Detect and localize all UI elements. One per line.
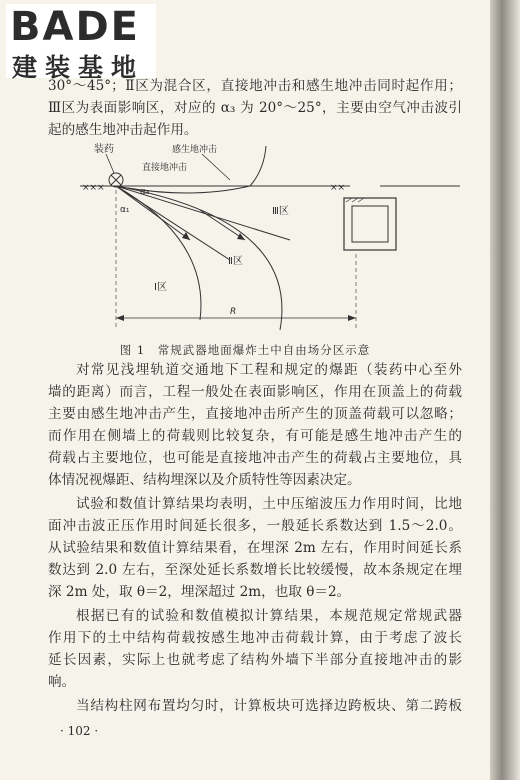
figure-caption: 图 1 常规武器地面爆炸土中自由场分区示意 — [119, 343, 371, 357]
text-line: 荷载占主要地位，也可能是直接地冲击产生的荷载占主要地位，具 — [48, 450, 462, 466]
logo-subtitle: 建装基地 — [12, 53, 145, 82]
text-line: 延长因素，实际上也就考虑了结构外墙下半部分直接地冲击的影 — [48, 652, 462, 668]
text-line: 起的感生地冲击起作用。 — [48, 122, 198, 138]
text-line: 数达到 2.0 左右，至深处延长系数增长比较缓慢，故本条规定在埋 — [48, 562, 462, 578]
zone-diagram — [80, 140, 460, 340]
label-r: R — [230, 307, 237, 317]
text-line: 作用下的土中结构荷载按感生地冲击荷载计算，由于考虑了波长 — [48, 630, 462, 646]
label-charge: 装药 — [94, 144, 114, 155]
ray-a1 — [116, 186, 230, 260]
ground-hatch: ×× — [330, 183, 346, 193]
text-line: 从试验结果和数值计算结果看，在埋深 2m 左右，作用时间延长系 — [48, 540, 462, 556]
arrow-induced — [200, 210, 245, 240]
book-spine-edge — [490, 0, 520, 780]
text-line: 而作用在侧墙上的荷载则比较复杂，有可能是感生地冲击产生的 — [48, 428, 462, 444]
text-line: 试验和数值计算结果均表明，土中压缩波压力作用时间，比地 — [76, 496, 462, 512]
zone-2-label: Ⅱ区 — [228, 256, 243, 267]
text-line: 响。 — [48, 674, 76, 690]
label-direct: 直接地冲击 — [142, 163, 188, 173]
label-alpha1: α₁ — [120, 205, 130, 215]
text-line: 当结构柱网布置均匀时，计算板块可选择边跨板块、第二跨板 — [76, 698, 462, 714]
text-line: 30°～45°；Ⅱ区为混合区，直接地冲击和感生地冲击同时起作用； — [48, 78, 462, 94]
label-alpha3: α₃ — [140, 187, 150, 197]
text-line: 根据已有的试验和数值模拟计算结果，本规范规定常规武器 — [76, 608, 462, 624]
label-induced: 感生地冲击 — [172, 145, 218, 155]
text-line: 体情况视爆距、结构埋深以及介质特性等因素决定。 — [48, 472, 361, 488]
text-line: 深 2m 处，取 θ＝2，埋深超过 2m，也取 θ＝2。 — [48, 584, 351, 600]
direct-wave-front — [116, 186, 282, 330]
watermark-logo — [6, 4, 156, 82]
ground-hatch: ××× — [82, 183, 105, 193]
text-line: 主要由感生地冲击产生，直接地冲击所产生的顶盖荷载可以忽略； — [48, 406, 462, 422]
text-line: 墙的距离）而言，工程一般处在表面影响区，作用在顶盖上的荷载 — [48, 384, 462, 400]
logo-brand: BADE — [10, 4, 140, 50]
text-line: Ⅲ区为表面影响区，对应的 α₃ 为 20°～25°，主要由空气冲击波引 — [48, 100, 462, 116]
zone-3-label: Ⅲ区 — [272, 206, 289, 217]
text-line: 对常见浅埋轨道交通地下工程和规定的爆距（装药中心至外 — [76, 362, 462, 378]
text-line: 面冲击波正压作用时间延长很多，一般延长系数达到 1.5～2.0。 — [48, 518, 462, 534]
structure-inner — [352, 206, 388, 242]
zone-1-label: Ⅰ区 — [154, 282, 167, 293]
page-number: · 102 · — [60, 724, 99, 738]
